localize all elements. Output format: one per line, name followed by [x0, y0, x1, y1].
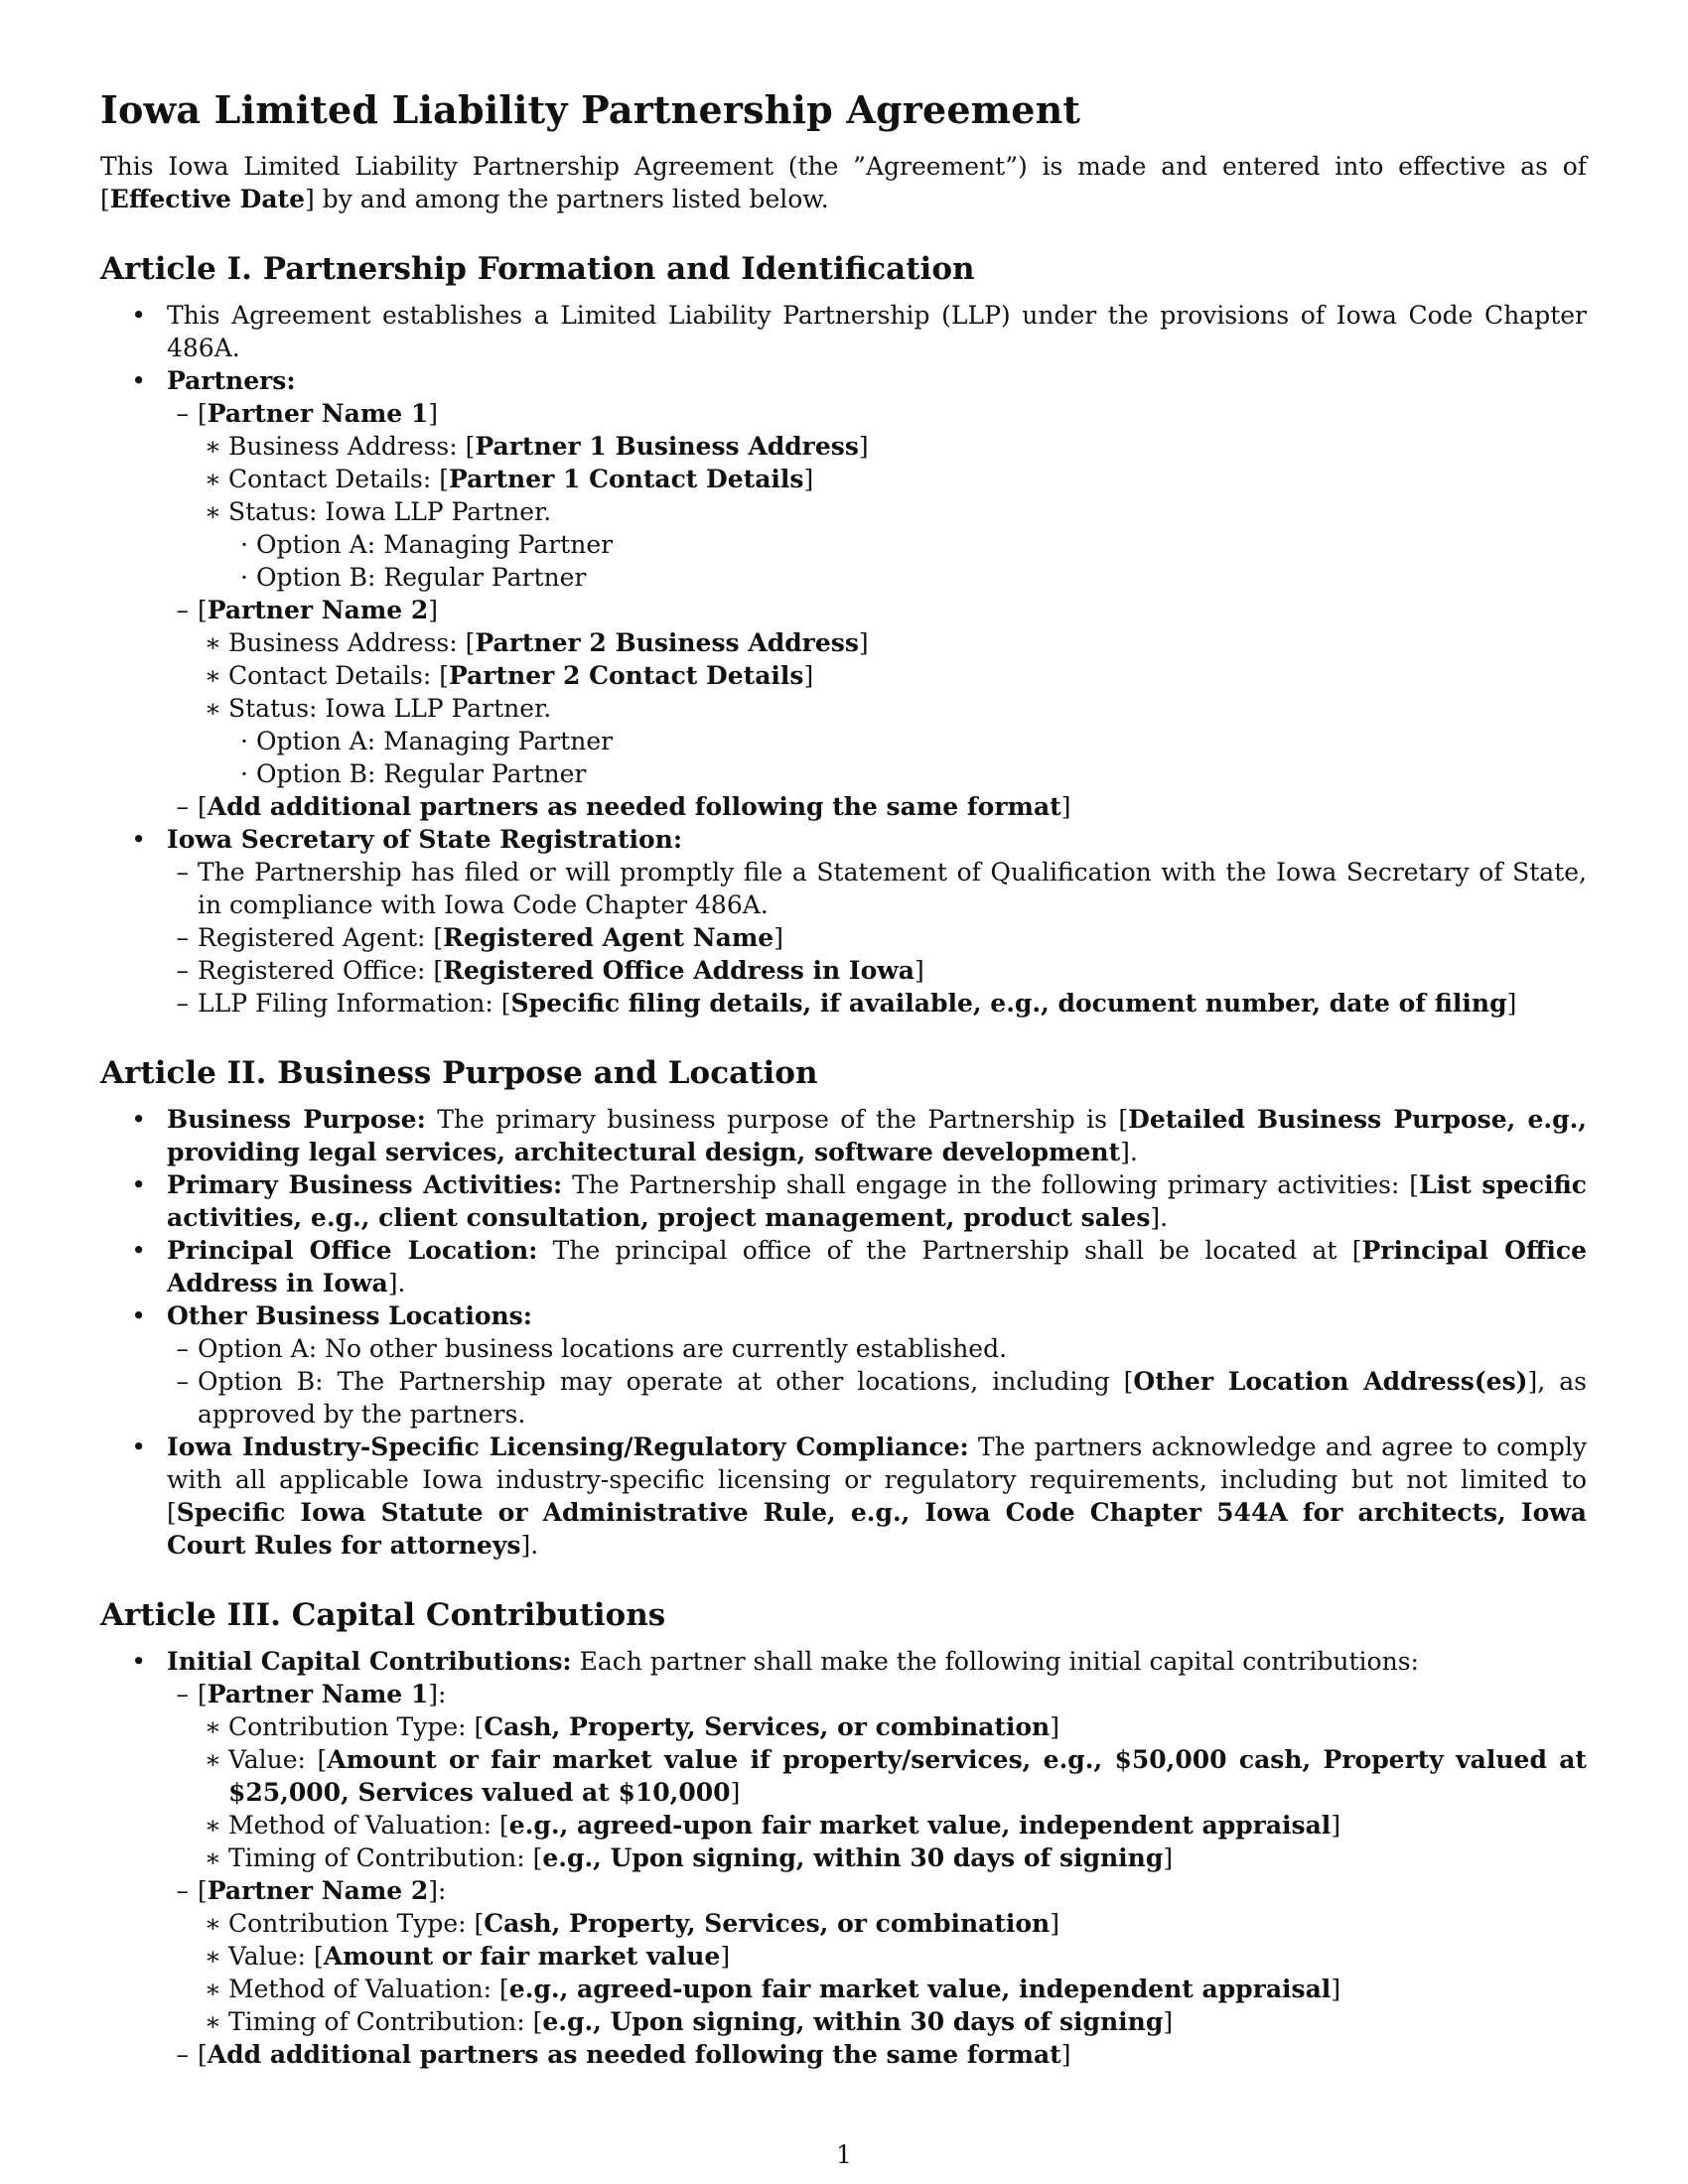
list-item: ∗ Method of Valuation: [e.g., agreed-upon fair market value, independent appraisal]: [205, 1811, 1341, 1840]
list-item: ∗ Timing of Contribution: [e.g., Upon signing, within 30 days of signing]: [205, 2007, 1174, 2036]
list-item: · Option A: Managing Partner: [240, 727, 614, 755]
list-item: – Option A: No other business locations are currently established.: [176, 1334, 1008, 1363]
document-page: [100, 87, 1587, 2107]
partner-1-contribution: – [Partner Name 1]: ∗ Contribution Type: [Cash, Property, Services, or combination] ∗ Value: [Amount or fair market value if property/services, e.g., $50,000 cash, Property valued at $25,000, Services valued at $10,000] ∗ Method of Valuation: [e.g., agreed-upon fair market value, independent appraisal] ∗ Timing of Contribution: [e.g., Upon signing, within 30 days of signing]: [176, 1680, 1587, 1872]
document-title: Iowa Limited Liability Partnership Agreement: [100, 87, 1081, 132]
list-item: • Primary Business Activities: The Partnership shall engage in the following primary activities: [List specific activities, e.g., client consultation, project management, product sales].: [131, 1170, 1588, 1232]
article-3: [100, 1597, 1587, 2071]
list-item: ∗ Contribution Type: [Cash, Property, Services, or combination]: [205, 1712, 1059, 1741]
list-item: ∗ Status: Iowa LLP Partner. · Option A: Managing Partner · Option B: Regular Partner: [198, 495, 1587, 594]
list-item: ∗ Contact Details: [Partner 2 Contact Details]: [205, 661, 814, 690]
article-2-heading: Article II. Business Purpose and Location: [100, 1055, 818, 1091]
list-item: – [Add additional partners as needed following the same format]: [176, 2040, 1071, 2069]
article-1: [100, 251, 1587, 1020]
list-item: • Business Purpose: The primary business purpose of the Partnership is [Detailed Business Purpose, e.g., providing legal services, architectural design, software development].: [131, 1105, 1587, 1166]
partner-1-item: – [Partner Name 1] ∗ Business Address: [Partner 1 Business Address] ∗ Contact Details: [Partner 1 Contact Details] ∗ Status: Iowa LLP Partner. · Option A: Managing Partner · Option B: Regular Partner: [167, 397, 1587, 594]
list-item: – Registered Office: [Registered Office Address in Iowa]: [176, 956, 924, 985]
list-item: · Option B: Regular Partner: [240, 563, 587, 592]
list-item: – LLP Filing Information: [Specific filing details, if available, e.g., document number, date of filing]: [176, 989, 1517, 1018]
intro-text-end: ] by and among the partners listed below.: [304, 185, 829, 213]
list-item: ∗ Contact Details: [Partner 1 Contact Details]: [205, 465, 814, 493]
article-1-heading: Article I. Partnership Formation and Identification: [100, 251, 975, 287]
list-item: • Iowa Secretary of State Registration: – The Partnership has filed or will promptly file a Statement of Qualification with the Iowa Secretary of State, in compliance with Iowa Code Chapter 486A. – Registered Agent: [Registered Agent Name] – Registered Office: [Registered Office Address in Iowa] – LLP Filing Information: [Specific filing details, if available, e.g., document number, date of filing]: [131, 825, 1587, 1018]
intro-text: This Iowa Limited Liability Partnership Agreement (the ”Agreement”) is made and entered into effective as of [: [100, 152, 1587, 213]
intro-paragraph: [100, 150, 1587, 215]
effective-date-placeholder: Effective Date: [109, 185, 305, 213]
list-item: • Iowa Industry-Specific Licensing/Regulatory Compliance: The partners acknowledge and agree to comply with all applicable Iowa industry-specific licensing or regulatory requirements, including but not limited to [Specific Iowa Statute or Administrative Rule, e.g., Iowa Code Chapter 544A for architects, Iowa Court Rules for attorneys].: [131, 1433, 1588, 1560]
list-item: • This Agreement establishes a Limited Liability Partnership (LLP) under the provisions of Iowa Code Chapter 486A.: [131, 301, 1587, 362]
partner-2-contribution: – [Partner Name 2]: ∗ Contribution Type: [Cash, Property, Services, or combination] ∗ Value: [Amount or fair market value] ∗ Method of Valuation: [e.g., agreed-upon fair market value, independent appraisal] ∗ Timing of Contribution: [e.g., Upon signing, within 30 days of signing]: [167, 1874, 1587, 2038]
list-item: ∗ Value: [Amount or fair market value if property/services, e.g., $50,000 cash, Property valued at $25,000, Services valued at $10,000]: [205, 1745, 1587, 1807]
list-item: ∗ Value: [Amount or fair market value]: [205, 1942, 731, 1971]
list-item: ∗ Method of Valuation: [e.g., agreed-upon fair market value, independent appraisal]: [205, 1975, 1341, 2003]
list-item: – [Add additional partners as needed following the same format]: [176, 792, 1071, 821]
list-item: · Option A: Managing Partner: [240, 530, 614, 559]
list-item: • Principal Office Location: The principal office of the Partnership shall be located at [Principal Office Address in Iowa].: [131, 1236, 1588, 1297]
list-item: • Other Business Locations: – Option A: No other business locations are currently established. – Option B: The Partnership may operate at other locations, including [Other Location Address(es)], as approved by the partners.: [131, 1301, 1588, 1429]
list-item: ∗ Timing of Contribution: [e.g., Upon signing, within 30 days of signing]: [205, 1843, 1174, 1872]
list-item: ∗ Business Address: [Partner 1 Business Address]: [205, 432, 869, 461]
list-item: ∗ Business Address: [Partner 2 Business Address]: [205, 628, 869, 657]
page-number: 1: [836, 2140, 852, 2169]
list-item: · Option B: Regular Partner: [240, 759, 587, 788]
partner-2-item: – [Partner Name 2] ∗ Business Address: [Partner 2 Business Address] ∗ Contact Details: [Partner 2 Contact Details] ∗ Status: Iowa LLP Partner. · Option A: Managing Partner · Option B: Regular Partner: [167, 594, 1587, 790]
list-item: – Registered Agent: [Registered Agent Name]: [176, 923, 783, 952]
list-item: – The Partnership has filed or will promptly file a Statement of Qualification with the Iowa Secretary of State, in compliance with Iowa Code Chapter 486A.: [176, 858, 1587, 919]
list-item: ∗ Status: Iowa LLP Partner. · Option A: Managing Partner · Option B: Regular Partner: [198, 692, 1587, 790]
article-3-heading: Article III. Capital Contributions: [100, 1597, 666, 1633]
list-item: ∗ Contribution Type: [Cash, Property, Services, or combination]: [205, 1909, 1059, 1938]
list-item: – Option B: The Partnership may operate at other locations, including [Other Location Address(es)], as approved by the partners.: [176, 1367, 1588, 1429]
article-2: [100, 1055, 1587, 1562]
list-item: • Partners: – [Partner Name 1] ∗ Business Address: [Partner 1 Business Address] ∗ Contact Details: [Partner 1 Contact Details] ∗ Status: Iowa LLP Partner. · Option A: Managing Partner · Option B: Regular Partner – [Partner Name 2] ∗ Business Address: [Partner 2 Business Address] ∗ Contact Details: [Partner 2 Contact Details] ∗ Status: Iowa LLP Partner. · Option A: Managing Partner · Option B: Regular Partner – [Add additional partners as needed following the same format]: [100, 364, 1587, 823]
list-item: • Initial Capital Contributions: Each partner shall make the following initial capital contributions: – [Partner Name 1]: ∗ Contribution Type: [Cash, Property, Services, or combination] ∗ Value: [Amount or fair market value if property/services, e.g., $50,000 cash, Property valued at $25,000, Services valued at $10,000] ∗ Method of Valuation: [e.g., agreed-upon fair market value, independent appraisal] ∗ Timing of Contribution: [e.g., Upon signing, within 30 days of signing] – [Partner Name 2]: ∗ Contribution Type: [Cash, Property, Services, or combination] ∗ Value: [Amount or fair market value] ∗ Method of Valuation: [e.g., agreed-upon fair market value, independent appraisal] ∗ Timing of Contribution: [e.g., Upon signing, within 30 days of signing] – [Add additional partners as needed following the same format]: [131, 1647, 1587, 2069]
